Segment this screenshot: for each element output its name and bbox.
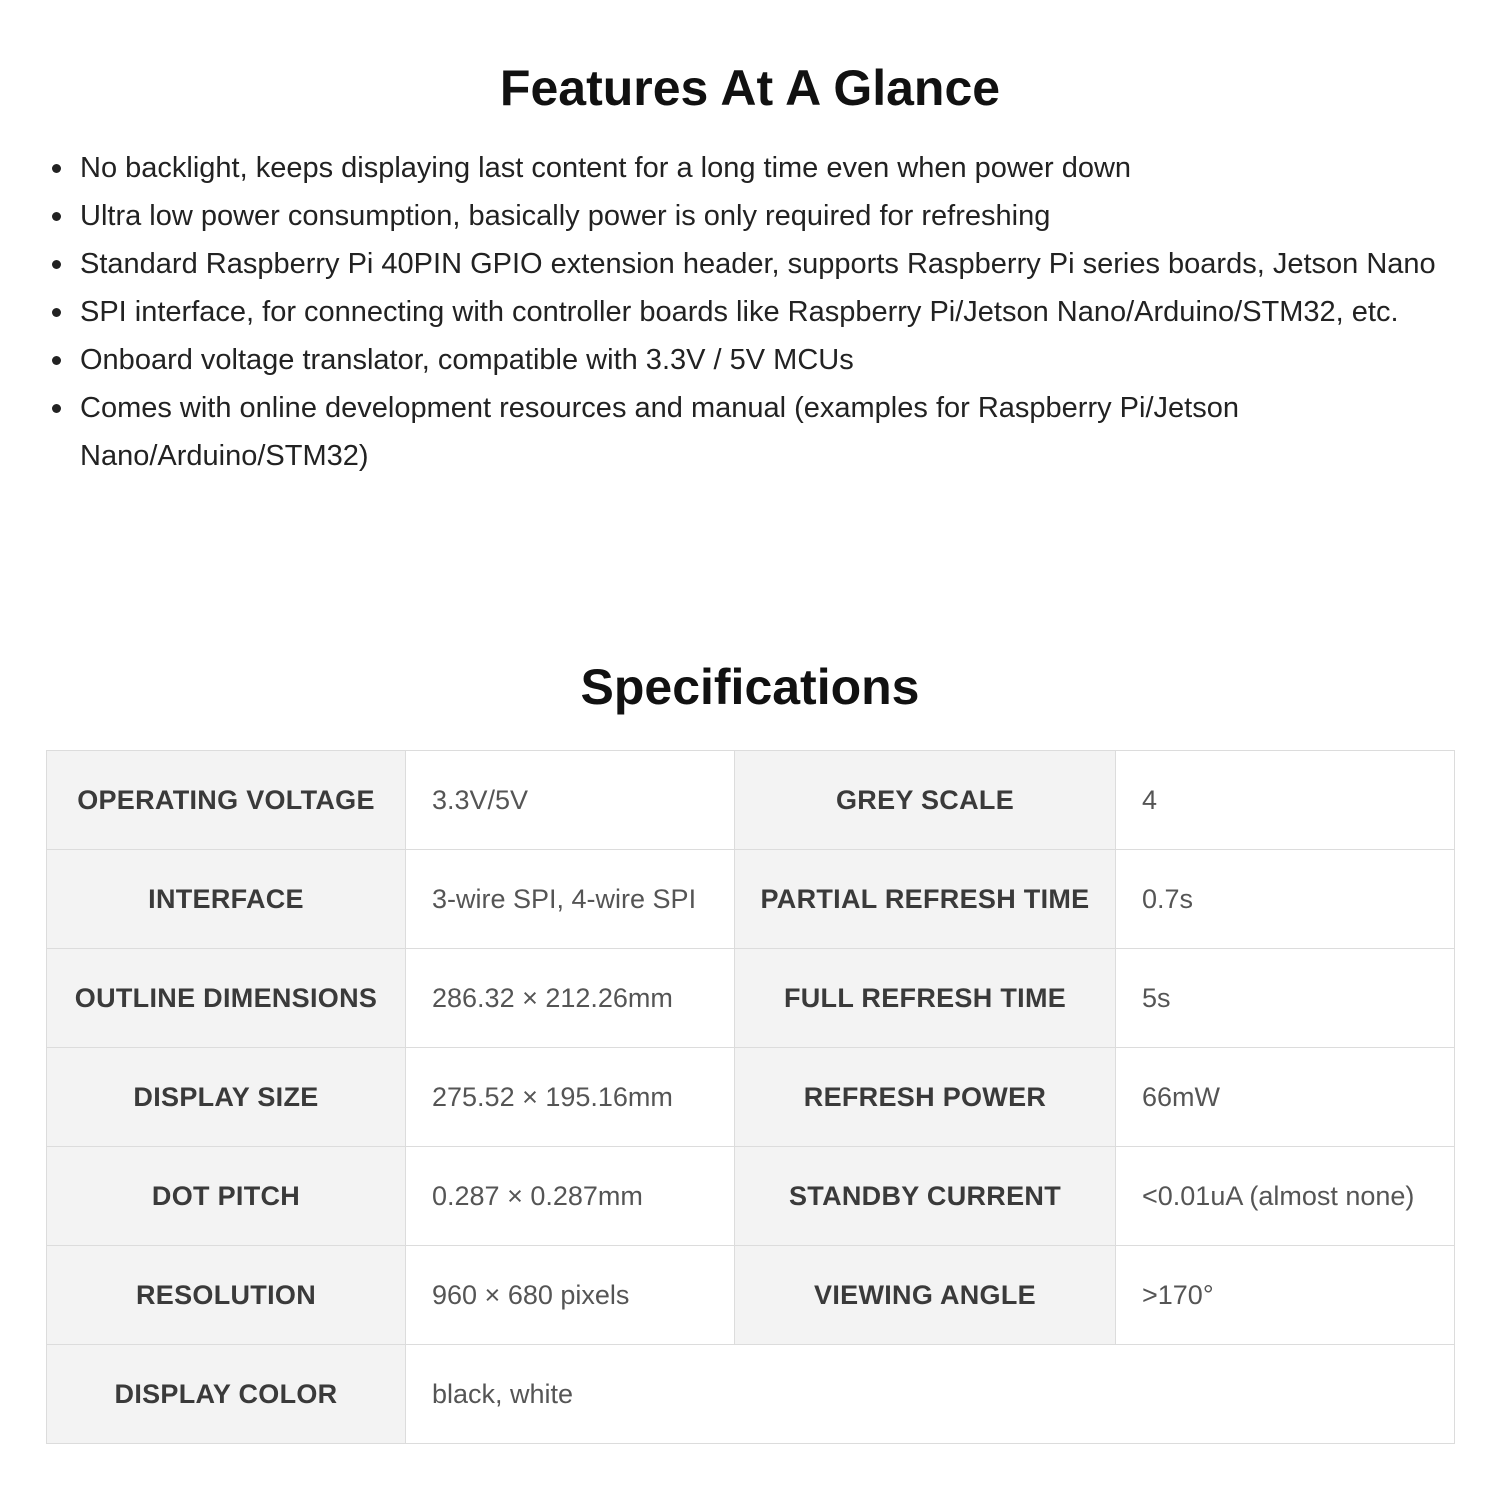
spec-label: PARTIAL REFRESH TIME bbox=[735, 850, 1116, 949]
bullet-icon bbox=[52, 212, 61, 221]
spec-label: REFRESH POWER bbox=[735, 1048, 1116, 1147]
table-row bbox=[47, 850, 1455, 949]
features-title: Features At A Glance bbox=[499, 60, 1001, 116]
feature-text: Comes with online development resources and manual (examples for Raspberry Pi/Jetson Nano/Arduino/STM32) bbox=[80, 392, 1239, 472]
spec-value: 0.7s bbox=[1116, 850, 1455, 949]
spec-label: DISPLAY COLOR bbox=[47, 1345, 406, 1444]
spec-label: GREY SCALE bbox=[735, 751, 1116, 850]
spec-value: 3-wire SPI, 4-wire SPI bbox=[406, 850, 735, 949]
spec-label: VIEWING ANGLE bbox=[735, 1246, 1116, 1345]
bullet-icon bbox=[52, 164, 61, 173]
spec-label: OUTLINE DIMENSIONS bbox=[47, 949, 406, 1048]
spec-label: DISPLAY SIZE bbox=[47, 1048, 406, 1147]
spec-value: 0.287 × 0.287mm bbox=[406, 1147, 735, 1246]
feature-item bbox=[48, 240, 1458, 288]
feature-list bbox=[48, 144, 1458, 480]
feature-text: Ultra low power consumption, basically power is only required for refreshing bbox=[80, 200, 1051, 232]
specifications-title: Specifications bbox=[580, 659, 920, 715]
spec-label: FULL REFRESH TIME bbox=[735, 949, 1116, 1048]
table-row bbox=[47, 1345, 1455, 1444]
table-row bbox=[47, 1147, 1455, 1246]
spec-value: 66mW bbox=[1116, 1048, 1455, 1147]
feature-text: SPI interface, for connecting with controller boards like Raspberry Pi/Jetson Nano/Arduino/STM32, etc. bbox=[80, 296, 1399, 328]
bullet-icon bbox=[52, 356, 61, 365]
spec-label: INTERFACE bbox=[47, 850, 406, 949]
spec-label: RESOLUTION bbox=[47, 1246, 406, 1345]
feature-item bbox=[48, 192, 1458, 240]
spec-value: 5s bbox=[1116, 949, 1455, 1048]
spec-value: <0.01uA (almost none) bbox=[1116, 1147, 1455, 1246]
spec-value: black, white bbox=[406, 1345, 1455, 1444]
bullet-icon bbox=[52, 404, 61, 413]
bullet-icon bbox=[52, 260, 61, 269]
feature-item bbox=[48, 288, 1458, 336]
feature-text: Standard Raspberry Pi 40PIN GPIO extension header, supports Raspberry Pi series boards, Jetson Nano bbox=[80, 248, 1436, 280]
feature-text: No backlight, keeps displaying last content for a long time even when power down bbox=[80, 152, 1132, 184]
feature-text: Onboard voltage translator, compatible with 3.3V / 5V MCUs bbox=[80, 344, 854, 376]
spec-label: OPERATING VOLTAGE bbox=[47, 751, 406, 850]
specifications-table bbox=[46, 750, 1455, 1444]
spec-label: DOT PITCH bbox=[47, 1147, 406, 1246]
spec-value: 960 × 680 pixels bbox=[406, 1246, 735, 1345]
spec-value: 4 bbox=[1116, 751, 1455, 850]
table-row bbox=[47, 751, 1455, 850]
table-row bbox=[47, 1048, 1455, 1147]
table-row bbox=[47, 949, 1455, 1048]
feature-item bbox=[48, 144, 1458, 192]
table-row bbox=[47, 1246, 1455, 1345]
spec-value: 3.3V/5V bbox=[406, 751, 735, 850]
bullet-icon bbox=[52, 308, 61, 317]
feature-item bbox=[48, 384, 1458, 480]
spec-label: STANDBY CURRENT bbox=[735, 1147, 1116, 1246]
feature-item bbox=[48, 336, 1458, 384]
spec-value: 275.52 × 195.16mm bbox=[406, 1048, 735, 1147]
spec-value: >170° bbox=[1116, 1246, 1455, 1345]
spec-value: 286.32 × 212.26mm bbox=[406, 949, 735, 1048]
